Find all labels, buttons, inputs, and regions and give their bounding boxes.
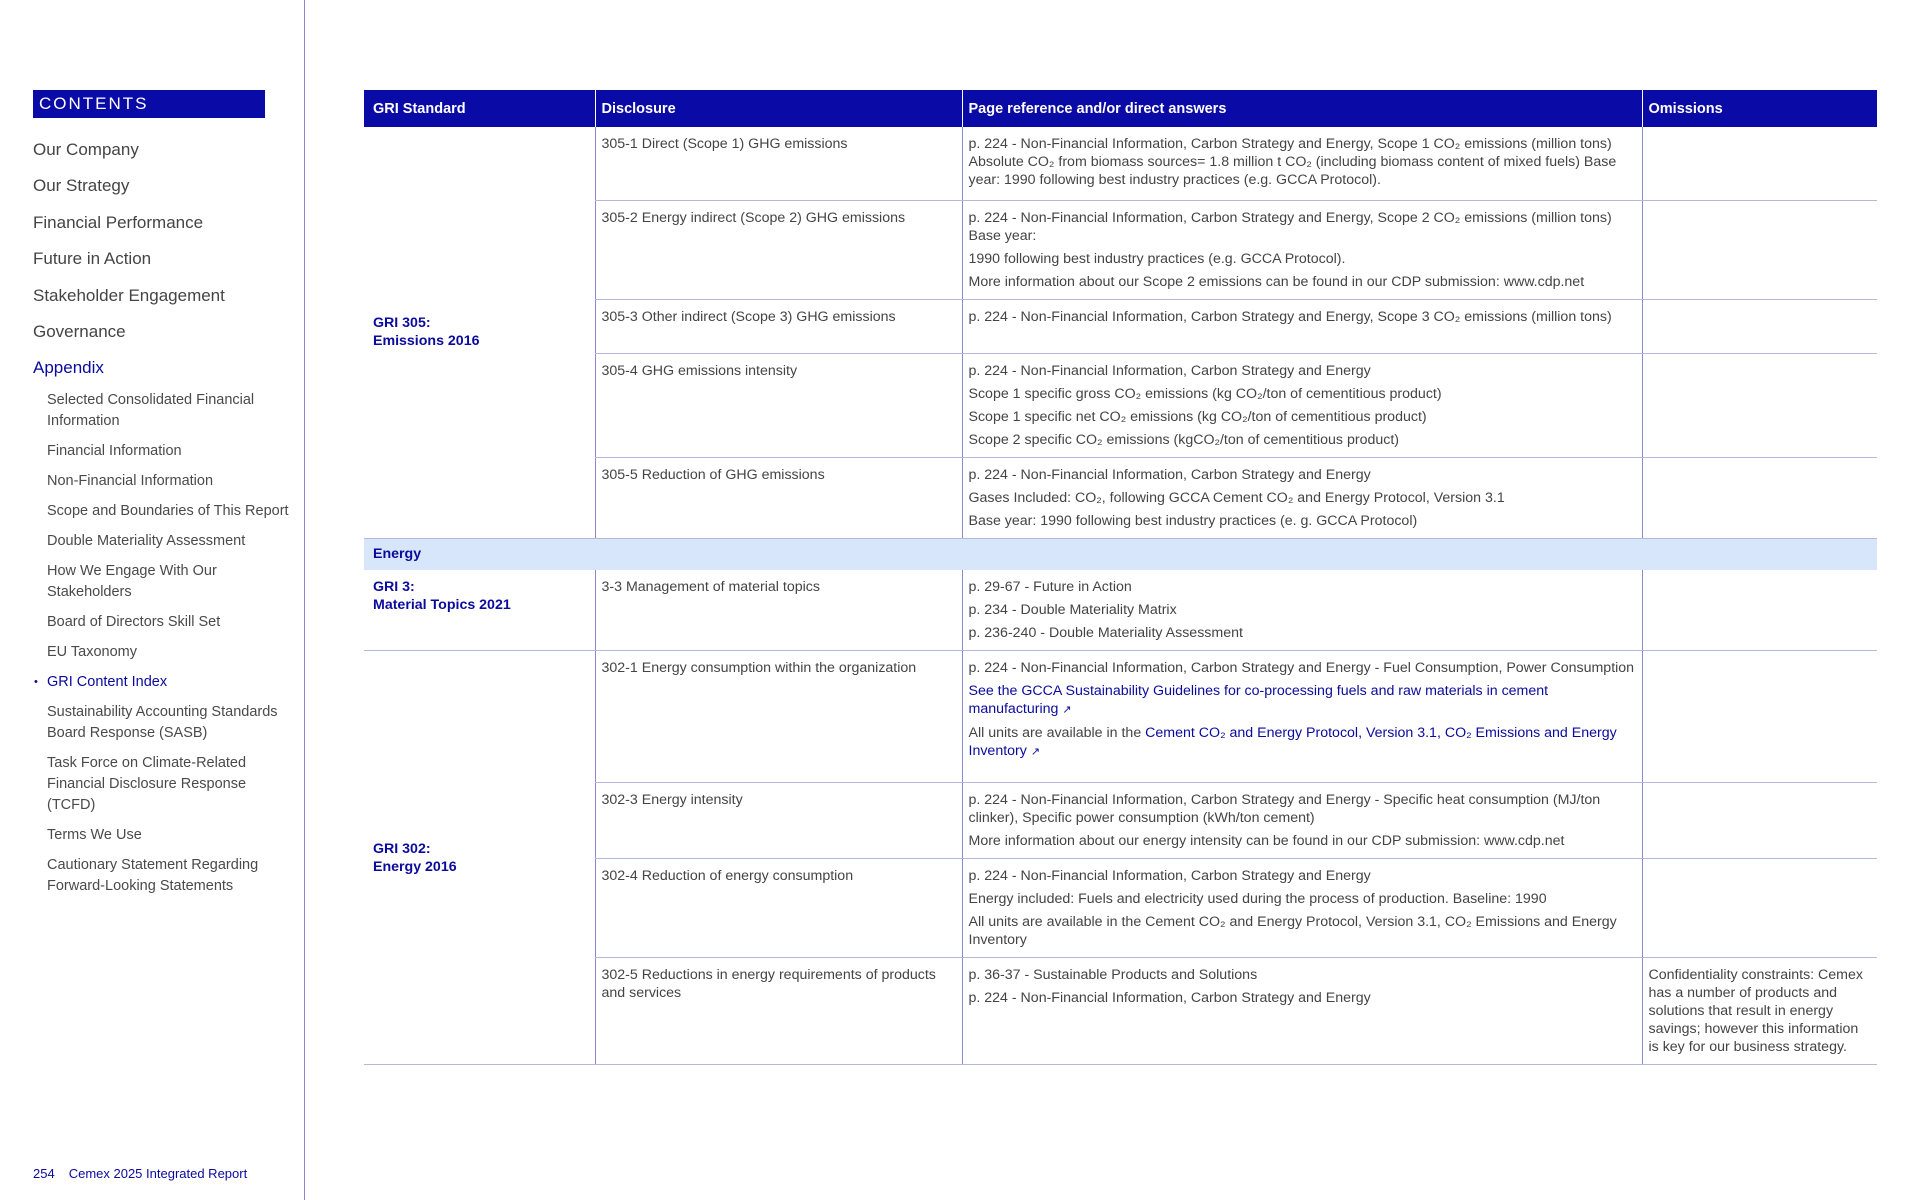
subnav-item-sasb[interactable]: Sustainability Accounting Standards Board Response (SASB) [47, 704, 278, 741]
reference-cell [962, 127, 1642, 200]
subnav-item-eu-taxonomy[interactable]: EU Taxonomy [47, 644, 137, 660]
external-link-icon: ↗ [1030, 746, 1041, 758]
sidebar [0, 0, 305, 1200]
gcca-guidelines-link[interactable] [969, 682, 1636, 719]
disclosure-cell: 305-2 Energy indirect (Scope 2) GHG emissions [595, 200, 962, 299]
disclosure-cell: 302-3 Energy intensity [595, 783, 962, 859]
omission-cell [1642, 200, 1877, 299]
gri-standard-cell [364, 127, 595, 538]
nav-item-appendix[interactable]: Appendix [33, 358, 104, 378]
subnav-item-stakeholders[interactable]: How We Engage With Our Stakeholders [47, 563, 217, 600]
omission-cell: Confidentiality constraints: Cemex has a number of products and solutions that result in energy savings; however this information is key for our business strategy. [1642, 958, 1877, 1065]
table-row [364, 570, 1877, 651]
header-omissions: Omissions [1642, 90, 1877, 127]
reference-text: p. 29-67 - Future in Action [968, 578, 1132, 595]
main-nav [33, 138, 225, 393]
reference-text: Scope 1 specific net CO₂ emissions (kg CO₂/ton of cementitious product) [968, 408, 1427, 425]
reference-text: More information about our Scope 2 emissions can be found in our CDP submission: www.cdp.net [968, 273, 1585, 290]
subnav-item-tcfd[interactable]: Task Force on Climate-Related Financial Disclosure Response (TCFD) [47, 755, 247, 813]
appendix-subnav [47, 390, 292, 906]
reference-text: Scope 2 specific CO₂ emissions (kgCO₂/ton of cementitious product) [968, 431, 1400, 448]
gri-standard-cell [364, 570, 595, 651]
subnav-item-financial-information[interactable]: Financial Information [47, 443, 182, 459]
nav-item-our-company[interactable]: Our Company [33, 140, 139, 159]
reference-text [969, 724, 1636, 761]
nav-item-financial-performance[interactable]: Financial Performance [33, 212, 204, 232]
nav-item-our-strategy[interactable]: Our Strategy [33, 176, 130, 196]
omission-cell [1642, 299, 1877, 353]
omission-cell [1642, 353, 1877, 457]
reference-prefix: All units are available in the [968, 725, 1146, 741]
contents-label: CONTENTS [33, 90, 265, 118]
header-disclosure: Disclosure [595, 90, 962, 127]
omission-cell [1642, 457, 1877, 538]
reference-text: p. 224 - Non-Financial Information, Carbon Strategy and Energy, Scope 3 CO₂ emissions (million tons) [968, 308, 1612, 325]
omission-cell [1642, 859, 1877, 958]
nav-item-future-in-action[interactable]: Future in Action [33, 249, 152, 269]
reference-text: p. 224 - Non-Financial Information, Carbon Strategy and Energy - Specific heat consumption (MJ/ton clinker), Specific power consumption (kWh/ton cement) [968, 792, 1601, 826]
page-footer [33, 1166, 247, 1181]
standard-name: Emissions 2016 [373, 333, 480, 350]
table-row [364, 651, 1877, 783]
external-link-icon: ↗ [1062, 704, 1072, 716]
reference-text: p. 236-240 - Double Materiality Assessment [968, 624, 1243, 641]
reference-text: p. 224 - Non-Financial Information, Carbon Strategy and Energy [968, 362, 1371, 379]
disclosure-cell: 302-4 Reduction of energy consumption [595, 859, 962, 958]
header-page-reference: Page reference and/or direct answers [962, 90, 1642, 127]
subnav-item-non-financial-information[interactable]: Non-Financial Information [47, 473, 214, 489]
link-text[interactable]: See the GCCA Sustainability Guidelines for co-processing fuels and raw materials in cement manufacturing [968, 683, 1549, 717]
reference-text: Base year: 1990 following best industry practices (e. g. GCCA Protocol) [968, 512, 1418, 529]
disclosure-cell: 305-3 Other indirect (Scope 3) GHG emissions [595, 299, 962, 353]
reference-text: Energy included: Fuels and electricity used during the process of production. Baseline: 1990 [968, 891, 1547, 907]
link-text[interactable]: Cement CO₂ and Energy Protocol, Version 3.1, CO₂ Emissions and Energy Inventory [968, 725, 1617, 759]
disclosure-cell: 305-1 Direct (Scope 1) GHG emissions [595, 127, 962, 200]
header-gri-standard: GRI Standard [364, 90, 595, 127]
subnav-item-gri-content-index[interactable]: • GRI Content Index [47, 672, 292, 693]
reference-text: Gases Included: CO₂, following GCCA Cement CO₂ and Energy Protocol, Version 3.1 [968, 489, 1505, 506]
reference-text: 1990 following best industry practices (e.g. GCCA Protocol). [968, 250, 1346, 267]
reference-cell [962, 200, 1642, 299]
disclosure-cell: 305-4 GHG emissions intensity [595, 353, 962, 457]
reference-text: p. 224 - Non-Financial Information, Carbon Strategy and Energy, Scope 1 CO₂ emissions (million tons) Absolute CO₂ from biomass sources= 1.8 million t CO₂ (including biomass content of mixed fuels) Base year: 1990 following best industry practices (e.g. GCCA Protocol). [968, 136, 1617, 188]
nav-item-stakeholder-engagement[interactable]: Stakeholder Engagement [33, 285, 225, 305]
reference-text: p. 224 - Non-Financial Information, Carbon Strategy and Energy [968, 868, 1371, 884]
reference-text: Scope 1 specific gross CO₂ emissions (kg CO₂/ton of cementitious product) [968, 385, 1442, 402]
nav-item-governance[interactable]: Governance [33, 321, 126, 341]
subnav-item-scope-boundaries[interactable]: Scope and Boundaries of This Report [47, 503, 289, 519]
reference-cell [962, 958, 1642, 1065]
omission-cell [1642, 783, 1877, 859]
gri-standard-cell [364, 651, 595, 1065]
reference-text: p. 234 - Double Materiality Matrix [968, 601, 1177, 618]
page-number: 254 [33, 1166, 55, 1181]
disclosure-cell: 302-1 Energy consumption within the organization [595, 651, 962, 783]
standard-name: Energy 2016 [373, 858, 457, 875]
reference-text: p. 36-37 - Sustainable Products and Solutions [968, 967, 1258, 983]
standard-name: Material Topics 2021 [373, 596, 511, 613]
subnav-item-double-materiality[interactable]: Double Materiality Assessment [47, 533, 246, 549]
disclosure-cell: 302-5 Reductions in energy requirements of products and services [595, 958, 962, 1065]
disclosure-cell: 3-3 Management of material topics [595, 570, 962, 651]
reference-text: p. 224 - Non-Financial Information, Carbon Strategy and Energy [968, 990, 1371, 1006]
reference-text: More information about our energy intensity can be found in our CDP submission: www.cdp.net [968, 833, 1565, 849]
reference-cell [962, 783, 1642, 859]
reference-cell [962, 651, 1642, 783]
disclosure-cell: 305-5 Reduction of GHG emissions [595, 457, 962, 538]
reference-cell [962, 570, 1642, 651]
omission-cell [1642, 127, 1877, 200]
reference-text: p. 224 - Non-Financial Information, Carbon Strategy and Energy - Fuel Consumption, Power Consumption [968, 660, 1635, 676]
subnav-item-board-skill-set[interactable]: Board of Directors Skill Set [47, 614, 221, 630]
standard-code: GRI 302: [373, 840, 431, 857]
omission-cell [1642, 651, 1877, 783]
subnav-item-cautionary-statement[interactable]: Cautionary Statement Regarding Forward-Looking Statements [47, 857, 259, 894]
report-title: Cemex 2025 Integrated Report [68, 1166, 248, 1181]
section-row-energy [364, 538, 1877, 570]
subnav-item-selected-financial[interactable]: Selected Consolidated Financial Information [47, 392, 255, 429]
subnav-item-terms[interactable]: Terms We Use [47, 827, 142, 843]
table-row [364, 127, 1877, 200]
standard-code: GRI 305: [373, 315, 431, 332]
reference-cell [962, 457, 1642, 538]
table-header-row [364, 90, 1877, 127]
reference-text: p. 224 - Non-Financial Information, Carbon Strategy and Energy, Scope 2 CO₂ emissions (million tons) Base year: [968, 209, 1612, 244]
gri-content-table [364, 90, 1877, 1065]
omission-cell [1642, 570, 1877, 651]
reference-cell [962, 353, 1642, 457]
reference-text: All units are available in the Cement CO₂ and Energy Protocol, Version 3.1, CO₂ Emissions and Energy Inventory [968, 914, 1617, 948]
reference-text: p. 224 - Non-Financial Information, Carbon Strategy and Energy [968, 466, 1371, 483]
reference-cell [962, 299, 1642, 353]
reference-cell [962, 859, 1642, 958]
standard-code: GRI 3: [373, 578, 415, 595]
section-label: Energy [364, 538, 1877, 570]
